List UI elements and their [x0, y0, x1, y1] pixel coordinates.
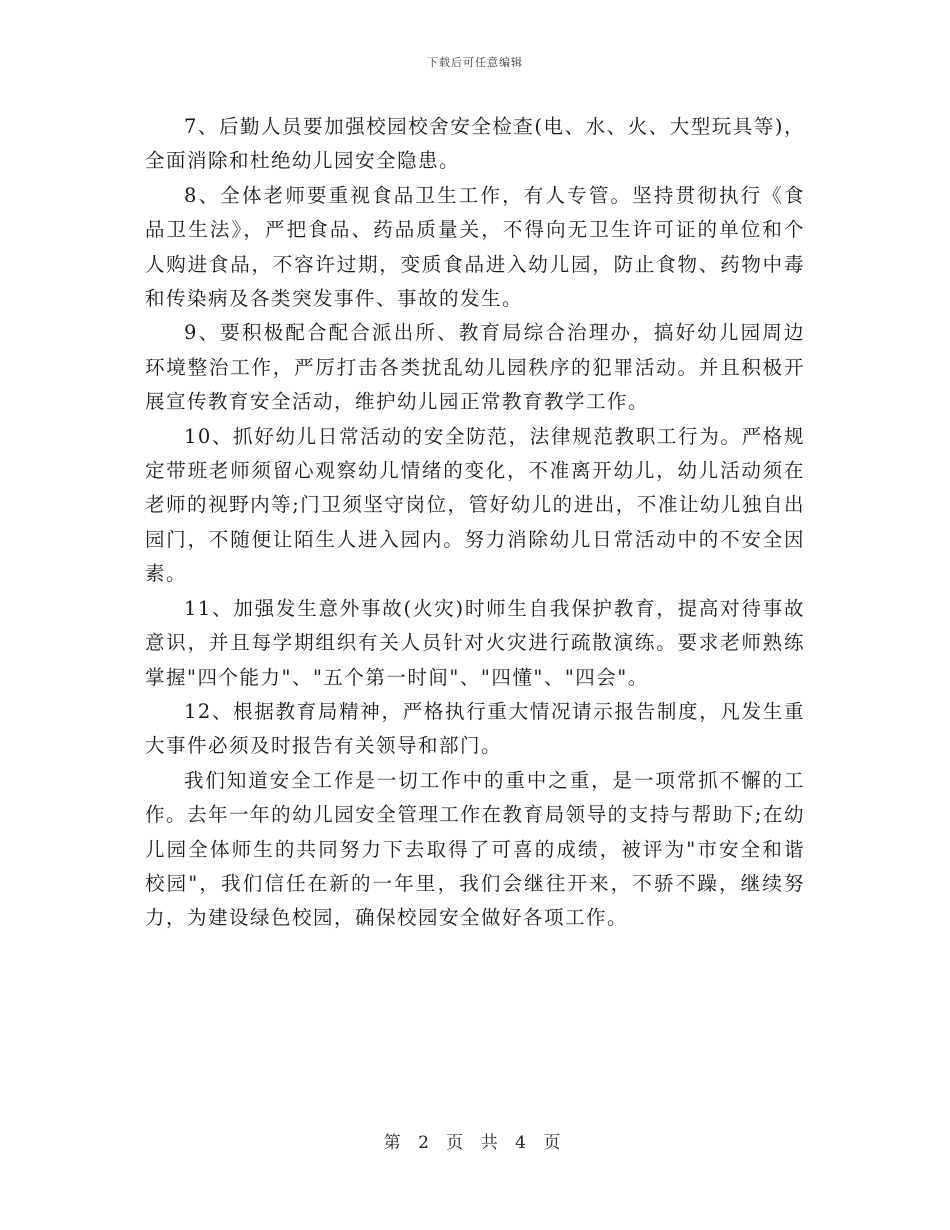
page-header-note: 下载后可任意编辑 — [427, 56, 523, 69]
paragraph-item-8: 8、全体老师要重视食品卫生工作，有人专管。坚持贯彻执行《食品卫生法》，严把食品、药品质量关，不得向无卫生许可证的单位和个人购进食品，不容许过期，变质食品进入幼儿园，防止食物、药物中毒和传染病及各类突发事件、事故的发生。 — [145, 183, 805, 311]
paragraph-item-7: 7、后勤人员要加强校园校舍安全检查(电、水、火、大型玩具等)，全面消除和杜绝幼儿园安全隐患。 — [145, 115, 805, 173]
paragraph-item-9: 9、要积极配合配合派出所、教育局综合治理办，搞好幼儿园周边环境整治工作，严厉打击各类扰乱幼儿园秩序的犯罪活动。并且积极开展宣传教育安全活动，维护幼儿园正常教育教学工作。 — [145, 321, 805, 414]
paragraph-item-12: 12、根据教育局精神，严格执行重大情况请示报告制度，凡发生重大事件必须及时报告有关领导和部门。 — [145, 699, 805, 758]
paragraph-item-11: 11、加强发生意外事故(火灾)时师生自我保护教育，提高对待事故意识，并且每学期组织有关人员针对火灾进行疏散演练。要求老师熟练掌握"四个能力"、"五个第一时间"、"四懂"、"四会"。 — [145, 596, 805, 689]
paragraph-item-10: 10、抓好幼儿日常活动的安全防范，法律规范教职工行为。严格规定带班老师须留心观察幼儿情绪的变化，不准离开幼儿，幼儿活动须在老师的视野内等;门卫须坚守岗位，管好幼儿的进出，不准让幼儿独自出园门，不随便让陌生人进入园内。努力消除幼儿日常活动中的不安全因素。 — [145, 424, 805, 586]
paragraph-conclusion: 我们知道安全工作是一切工作中的重中之重，是一项常抓不懈的工作。去年一年的幼儿园安全管理工作在教育局领导的支持与帮助下;在幼儿园全体师生的共同努力下去取得了可喜的成绩，被评为"市安全和谐校园"，我们信任在新的一年里，我们会继往开来，不骄不躁，继续努力，为建设绿色校园，确保校园安全做好各项工作。 — [145, 768, 805, 930]
document-body — [145, 110, 805, 936]
page-number-footer: 第 2 页 共 4 页 — [383, 1133, 567, 1153]
